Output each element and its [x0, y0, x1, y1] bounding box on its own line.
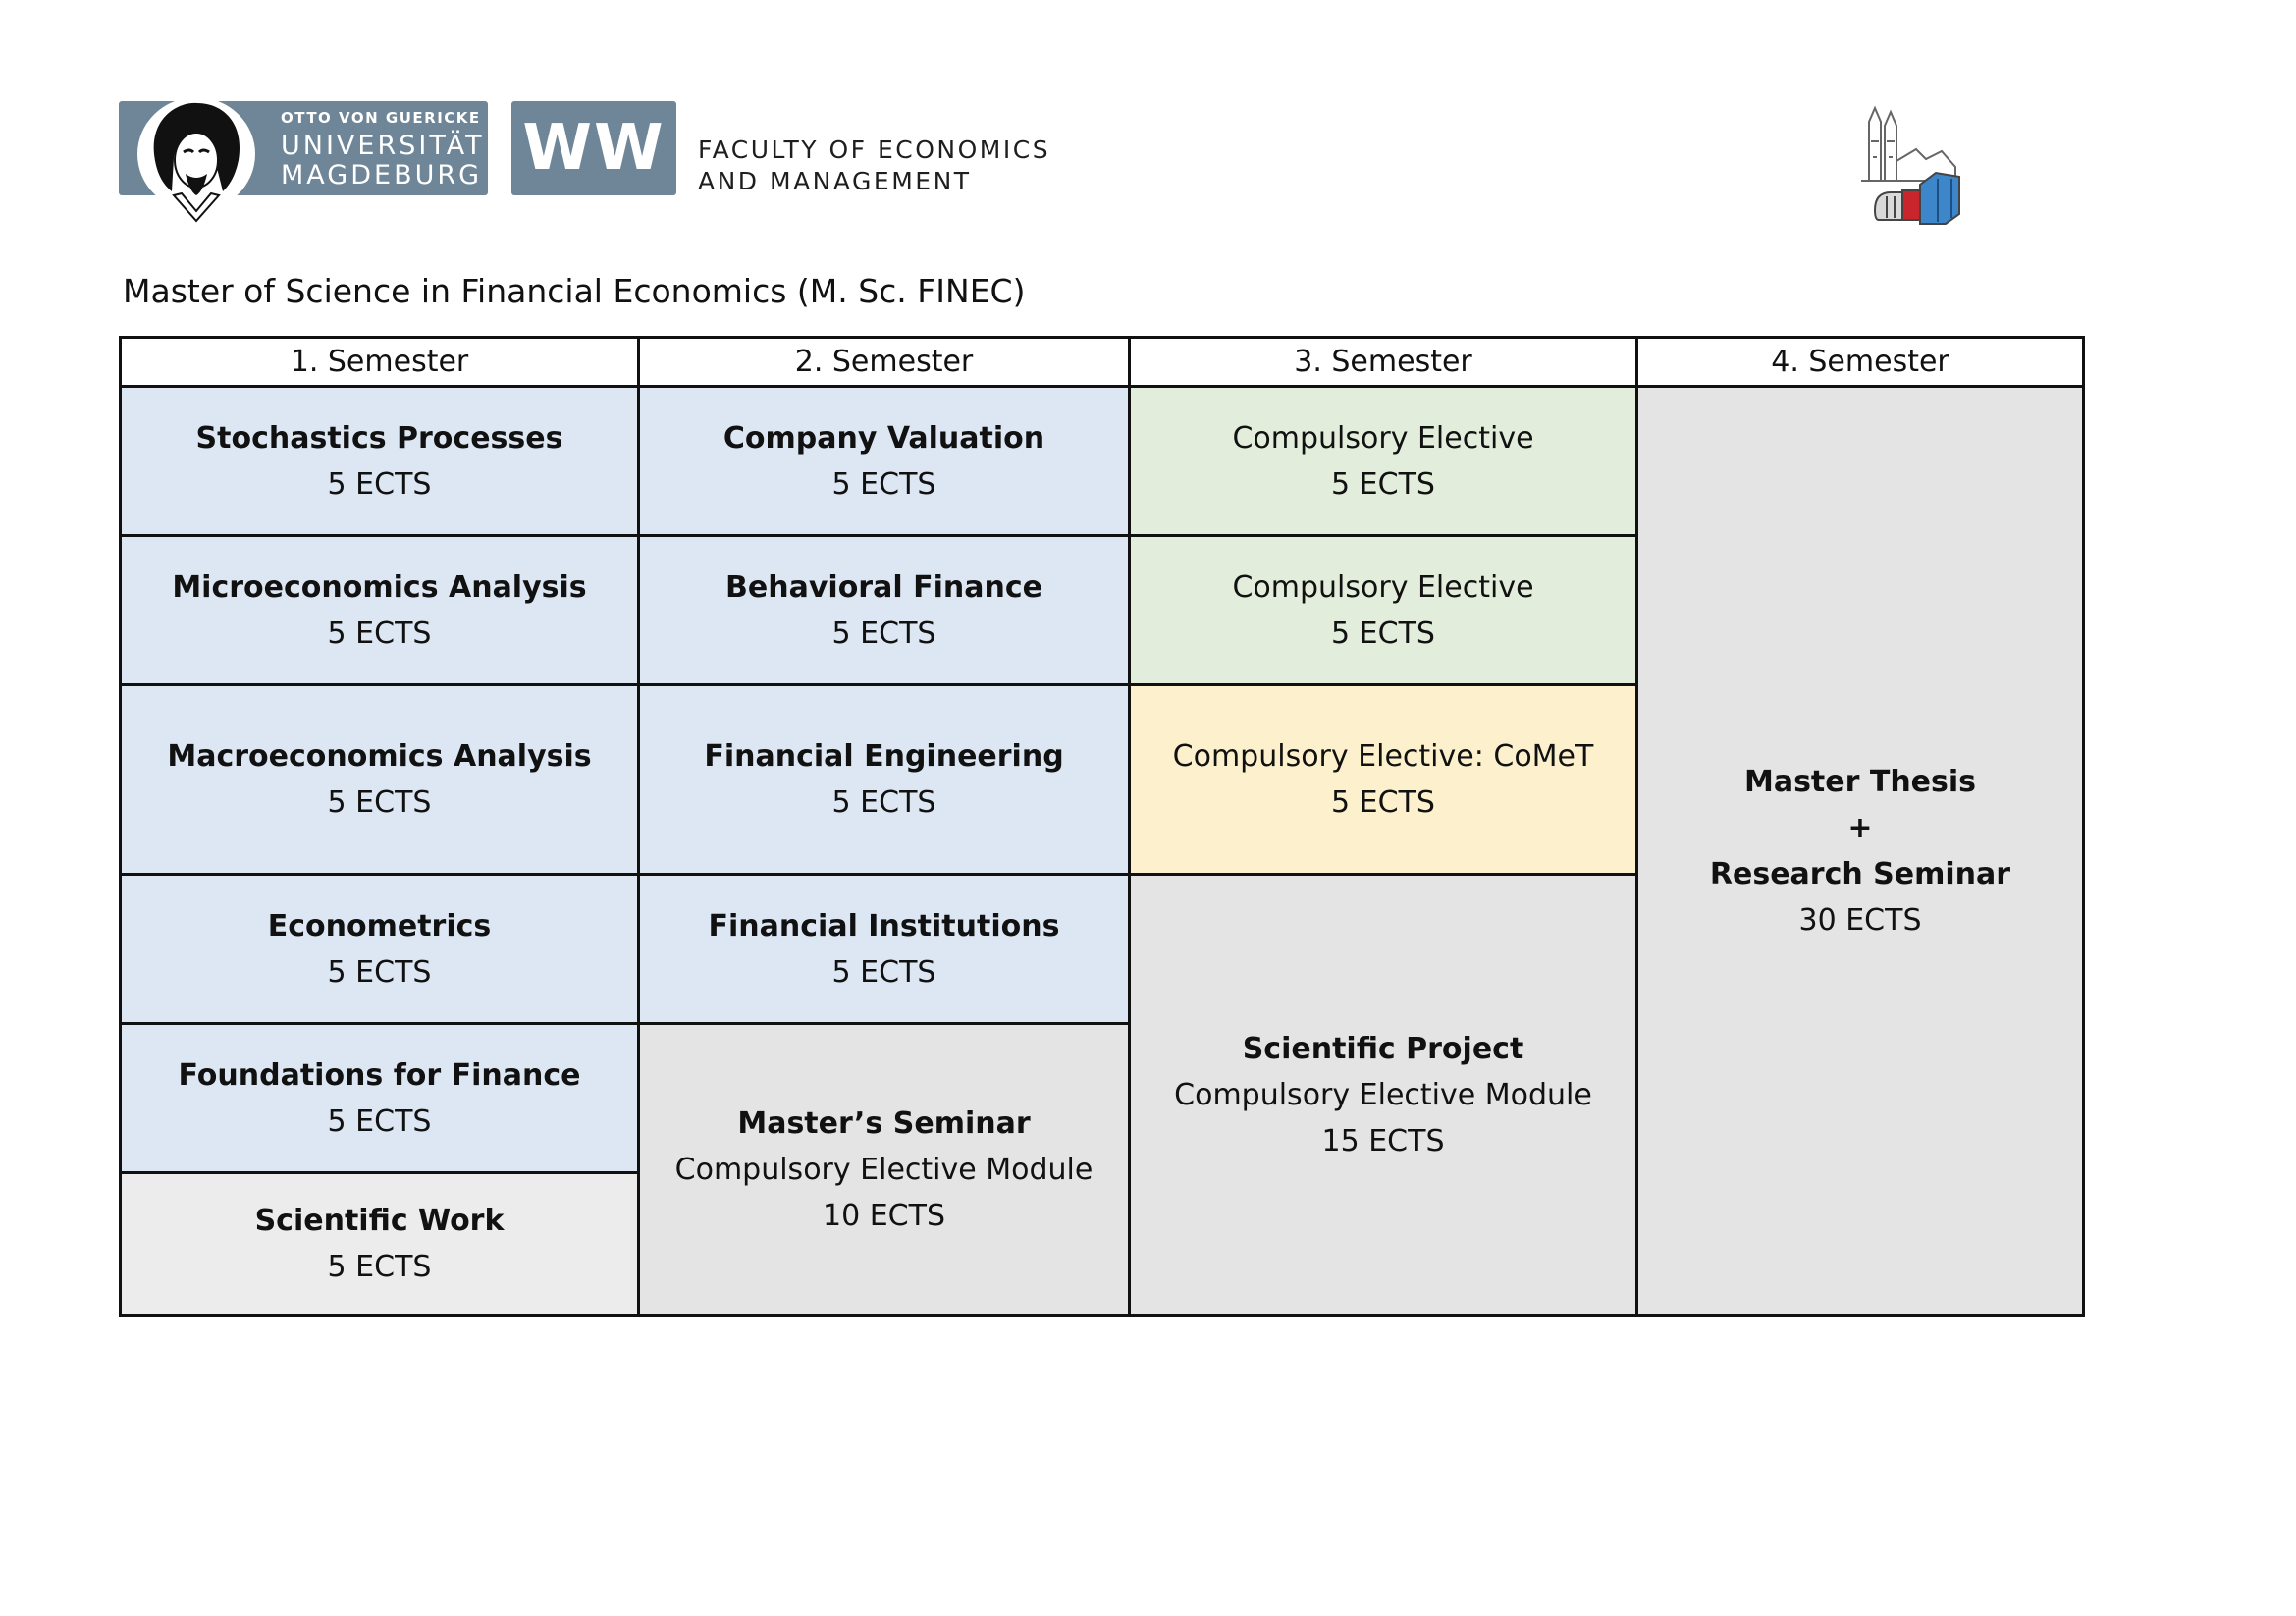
module-cell — [637, 683, 1131, 876]
module-type: Compulsory Elective Module — [1174, 1077, 1592, 1112]
module-credits: 5 ECTS — [831, 466, 936, 502]
semester-header-label: 4. Semester — [1771, 345, 1949, 379]
module-cell — [1128, 873, 1638, 1317]
module-name: Behavioral Finance — [725, 569, 1042, 605]
module-cell — [637, 1022, 1131, 1317]
module-name: Foundations for Finance — [178, 1057, 581, 1093]
uni-logo-line1: OTTO VON GUERICKE — [281, 109, 481, 127]
module-name: Financial Institutions — [708, 908, 1060, 943]
module-name: Scientific Project — [1242, 1031, 1524, 1066]
semester-header-label: 3. Semester — [1294, 345, 1472, 379]
module-cell — [119, 683, 640, 876]
semester-header-label: 1. Semester — [290, 345, 469, 379]
module-joiner: + — [1847, 810, 1873, 845]
module-name: Compulsory Elective — [1232, 420, 1534, 456]
university-logo — [119, 101, 488, 195]
module-cell — [119, 385, 640, 537]
module-name: Microeconomics Analysis — [172, 569, 587, 605]
module-cell — [119, 1022, 640, 1174]
module-name-secondary: Research Seminar — [1709, 856, 2011, 891]
module-credits: 5 ECTS — [327, 616, 432, 651]
module-cell-thesis — [1635, 385, 2085, 1317]
uni-logo-line3: MAGDEBURG — [281, 160, 483, 190]
faculty-logo — [511, 101, 676, 195]
module-credits: 5 ECTS — [327, 1104, 432, 1139]
module-credits: 5 ECTS — [1331, 785, 1435, 820]
module-credits: 5 ECTS — [1331, 466, 1435, 502]
faculty-name-line2: AND MANAGEMENT — [698, 167, 972, 195]
semester-header-3 — [1128, 336, 1638, 388]
module-cell — [119, 1171, 640, 1317]
module-credits: 5 ECTS — [831, 616, 936, 651]
module-cell — [119, 534, 640, 686]
module-name: Scientific Work — [254, 1204, 505, 1238]
module-cell — [637, 385, 1131, 537]
module-credits: 5 ECTS — [1331, 616, 1435, 651]
semester-header-1 — [119, 336, 640, 388]
module-credits: 5 ECTS — [327, 954, 432, 990]
module-name: Stochastics Processes — [195, 420, 563, 456]
module-credits: 5 ECTS — [831, 954, 936, 990]
module-name: Econometrics — [267, 908, 492, 943]
module-credits: 15 ECTS — [1321, 1123, 1445, 1158]
module-credits: 5 ECTS — [327, 466, 432, 502]
module-credits: 5 ECTS — [327, 785, 432, 820]
module-name: Master’s Seminar — [737, 1105, 1031, 1141]
module-credits: 30 ECTS — [1798, 902, 1922, 938]
module-name: Company Valuation — [722, 420, 1045, 456]
module-cell — [637, 873, 1131, 1025]
curriculum-table — [119, 336, 2085, 1317]
faculty-abbreviation: WW — [522, 112, 666, 185]
guericke-portrait-icon — [133, 97, 260, 223]
module-type: Compulsory Elective Module — [674, 1152, 1094, 1187]
module-credits: 5 ECTS — [831, 785, 936, 820]
module-name: Financial Engineering — [704, 739, 1064, 774]
semester-header-label: 2. Semester — [794, 345, 974, 379]
module-cell — [1128, 385, 1638, 537]
cathedral-logo-icon — [1857, 102, 1979, 226]
semester-header-4 — [1635, 336, 2085, 388]
module-name: Macroeconomics Analysis — [167, 739, 592, 774]
module-cell — [637, 534, 1131, 686]
module-name: Compulsory Elective: CoMeT — [1172, 739, 1594, 774]
module-name: Compulsory Elective — [1232, 569, 1534, 605]
module-credits: 10 ECTS — [823, 1198, 945, 1233]
uni-logo-line2: UNIVERSITÄT — [281, 131, 485, 161]
faculty-name-line1: FACULTY OF ECONOMICS — [698, 135, 1051, 164]
module-cell — [1128, 534, 1638, 686]
module-name: Master Thesis — [1743, 764, 1977, 799]
module-cell — [1128, 683, 1638, 876]
module-credits: 5 ECTS — [327, 1250, 432, 1284]
document-title: Master of Science in Financial Economics (M. Sc. FINEC) — [123, 272, 1026, 310]
semester-header-2 — [637, 336, 1131, 388]
module-cell — [119, 873, 640, 1025]
